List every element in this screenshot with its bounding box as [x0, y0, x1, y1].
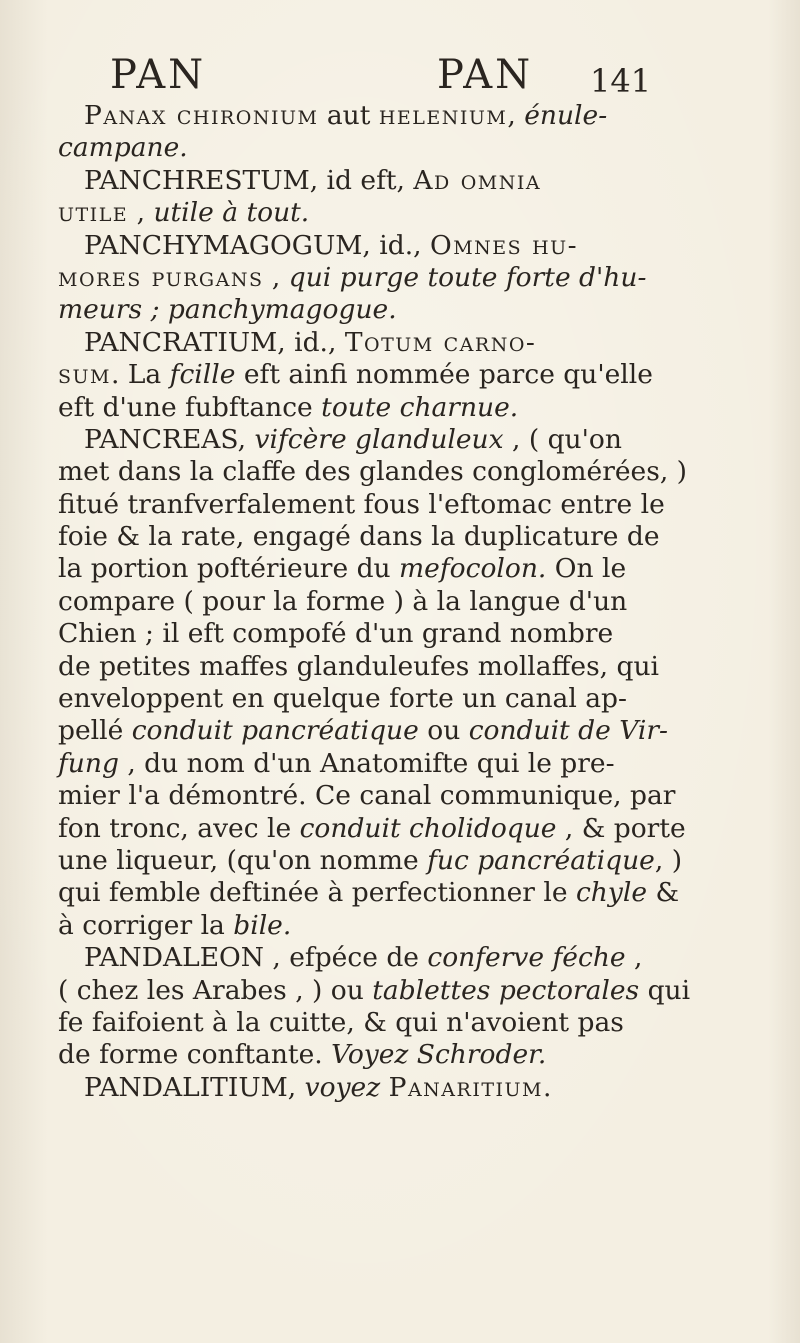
entry-text-line [58, 813, 748, 845]
italic-text: bile. [233, 909, 292, 941]
text-segment: , ) [654, 844, 683, 876]
entry-text-line [58, 780, 748, 812]
italic-text: fcille [169, 359, 236, 391]
small-caps-text: mores purgans [58, 261, 264, 293]
italic-text: tablettes pectorales [372, 974, 640, 1006]
entry-headword-line [58, 1072, 748, 1104]
italic-text: campane. [58, 132, 188, 164]
entry-text-line [58, 877, 748, 909]
small-caps-text: Ad omnia [413, 164, 542, 196]
text-segment: & [647, 877, 680, 909]
text-segment [380, 1072, 388, 1103]
entry-text-line [58, 748, 748, 780]
entry-text-line [58, 1039, 748, 1071]
italic-text: chyle [575, 877, 648, 909]
text-segment: qui [639, 974, 691, 1006]
header-left-word: PAN [110, 52, 207, 98]
entry-text-line [58, 521, 748, 553]
text-segment: , [128, 197, 154, 229]
text-segment: ou [418, 715, 469, 747]
dictionary-entry [58, 100, 748, 165]
text-segment: ( chez les Arabes , ) ou [58, 974, 373, 1006]
text-segment: compare ( pour la forme ) à la langue d'un [58, 585, 628, 617]
entry-text-line [58, 553, 748, 585]
text-segment: aut [318, 100, 379, 131]
text-segment: la portion poftérieure du [58, 553, 400, 585]
dictionary-text [58, 100, 748, 1104]
running-header [0, 52, 800, 102]
small-caps-text: Panax chironium [84, 100, 319, 131]
text-segment: On le [546, 553, 627, 585]
entry-text-line [58, 392, 748, 424]
small-caps-text: Omnes hu- [429, 229, 579, 261]
text-segment: PANCHYMAGOGUM, id., [84, 229, 430, 261]
italic-text: mefocolon. [399, 553, 547, 585]
entry-text-line [58, 845, 748, 877]
header-right-word: PAN [437, 52, 534, 98]
page-number: 141 [590, 62, 652, 100]
entry-text-line [58, 586, 748, 618]
text-segment: met dans la claffe des glandes conglomérées, ) [58, 456, 688, 488]
text-segment: , & porte [556, 812, 686, 844]
entry-text-line [58, 132, 748, 164]
entry-headword-line [58, 165, 748, 197]
text-segment: PANCREAS, [84, 423, 255, 455]
italic-text: Voyez Schroder. [331, 1039, 547, 1071]
italic-text: conferve féche [427, 942, 626, 974]
italic-text: vifcère glanduleux [254, 423, 504, 455]
entry-headword-line [58, 424, 748, 456]
entry-text-line [58, 618, 748, 650]
dictionary-entry [58, 942, 748, 1072]
text-segment: , [507, 100, 525, 131]
text-segment: eft d'une fubftance [58, 391, 322, 423]
entry-text-line [58, 975, 748, 1007]
small-caps-text: Panaritium. [388, 1071, 553, 1103]
italic-text: qui purge toute forte d'hu- [288, 261, 647, 293]
text-segment: Chien ; il eft compofé d'un grand nombre [58, 618, 614, 650]
dictionary-entry [58, 327, 748, 424]
entry-headword-line [58, 100, 748, 132]
text-segment: . La [110, 359, 170, 391]
italic-text: fuc pancréatique [427, 844, 655, 876]
text-segment: de forme conftante. [58, 1039, 332, 1071]
dictionary-entry [58, 165, 748, 230]
text-segment: PANDALEON , efpéce de [84, 942, 428, 974]
text-segment: fitué tranfverfalement fous l'eftomac entre le [58, 488, 665, 520]
entry-text-line [58, 359, 748, 391]
text-segment: fe faifoient à la cuitte, & qui n'avoient pas [58, 1006, 624, 1038]
text-segment: pellé [58, 715, 132, 747]
small-caps-text: helenium [378, 100, 508, 131]
small-caps-text: sum [58, 359, 111, 391]
text-segment: PANCRATIUM, id., [84, 326, 345, 358]
text-segment: à corriger la [58, 909, 234, 941]
dictionary-entry [58, 424, 748, 942]
entry-headword-line [58, 230, 748, 262]
entry-text-line [58, 651, 748, 683]
text-segment: mier l'a démontré. Ce canal communique, par [58, 780, 676, 812]
entry-text-line [58, 1007, 748, 1039]
text-segment: foie & la rate, engagé dans la duplicature de [58, 521, 660, 553]
text-segment: de petites maffes glanduleufes mollaffes, qui [58, 650, 660, 682]
text-segment: , du nom d'un Anatomifte qui le pre- [118, 747, 615, 779]
entry-text-line [58, 262, 748, 294]
entry-text-line [58, 294, 748, 326]
entry-headword-line [58, 942, 748, 974]
small-caps-text: utile [58, 197, 129, 229]
entry-text-line [58, 683, 748, 715]
text-segment: , [263, 261, 289, 293]
text-segment: eft ainfi nommée parce qu'elle [235, 359, 653, 391]
entry-headword-line [58, 327, 748, 359]
italic-text: fung [58, 747, 119, 779]
text-segment: PANDALITIUM, [84, 1071, 305, 1103]
italic-text: conduit de Vir- [468, 715, 668, 747]
entry-text-line [58, 489, 748, 521]
italic-text: voyez [304, 1071, 381, 1103]
text-segment: enveloppent en quelque forte un canal ap- [58, 683, 627, 715]
entry-text-line [58, 715, 748, 747]
text-segment: qui femble deftinée à perfectionner le [58, 877, 576, 909]
italic-text: conduit cholidoque [299, 812, 557, 844]
dictionary-entry [58, 1072, 748, 1104]
italic-text: meurs ; panchymagogue. [58, 294, 397, 326]
entry-text-line [58, 910, 748, 942]
text-segment: fon tronc, avec le [58, 812, 300, 844]
text-segment: une liqueur, (qu'on nomme [58, 844, 428, 876]
italic-text: conduit pancréatique [131, 715, 419, 747]
italic-text: toute charnue. [321, 391, 519, 423]
italic-text: utile à tout. [153, 197, 310, 229]
text-segment: PANCHRESTUM, id eft, [84, 164, 414, 196]
entry-text-line [58, 197, 748, 229]
text-segment: , ( qu'on [503, 423, 622, 455]
dictionary-entry [58, 230, 748, 327]
entry-text-line [58, 456, 748, 488]
italic-text: énule- [524, 100, 608, 131]
small-caps-text: Totum carno- [344, 326, 537, 358]
text-segment: , [625, 942, 643, 974]
